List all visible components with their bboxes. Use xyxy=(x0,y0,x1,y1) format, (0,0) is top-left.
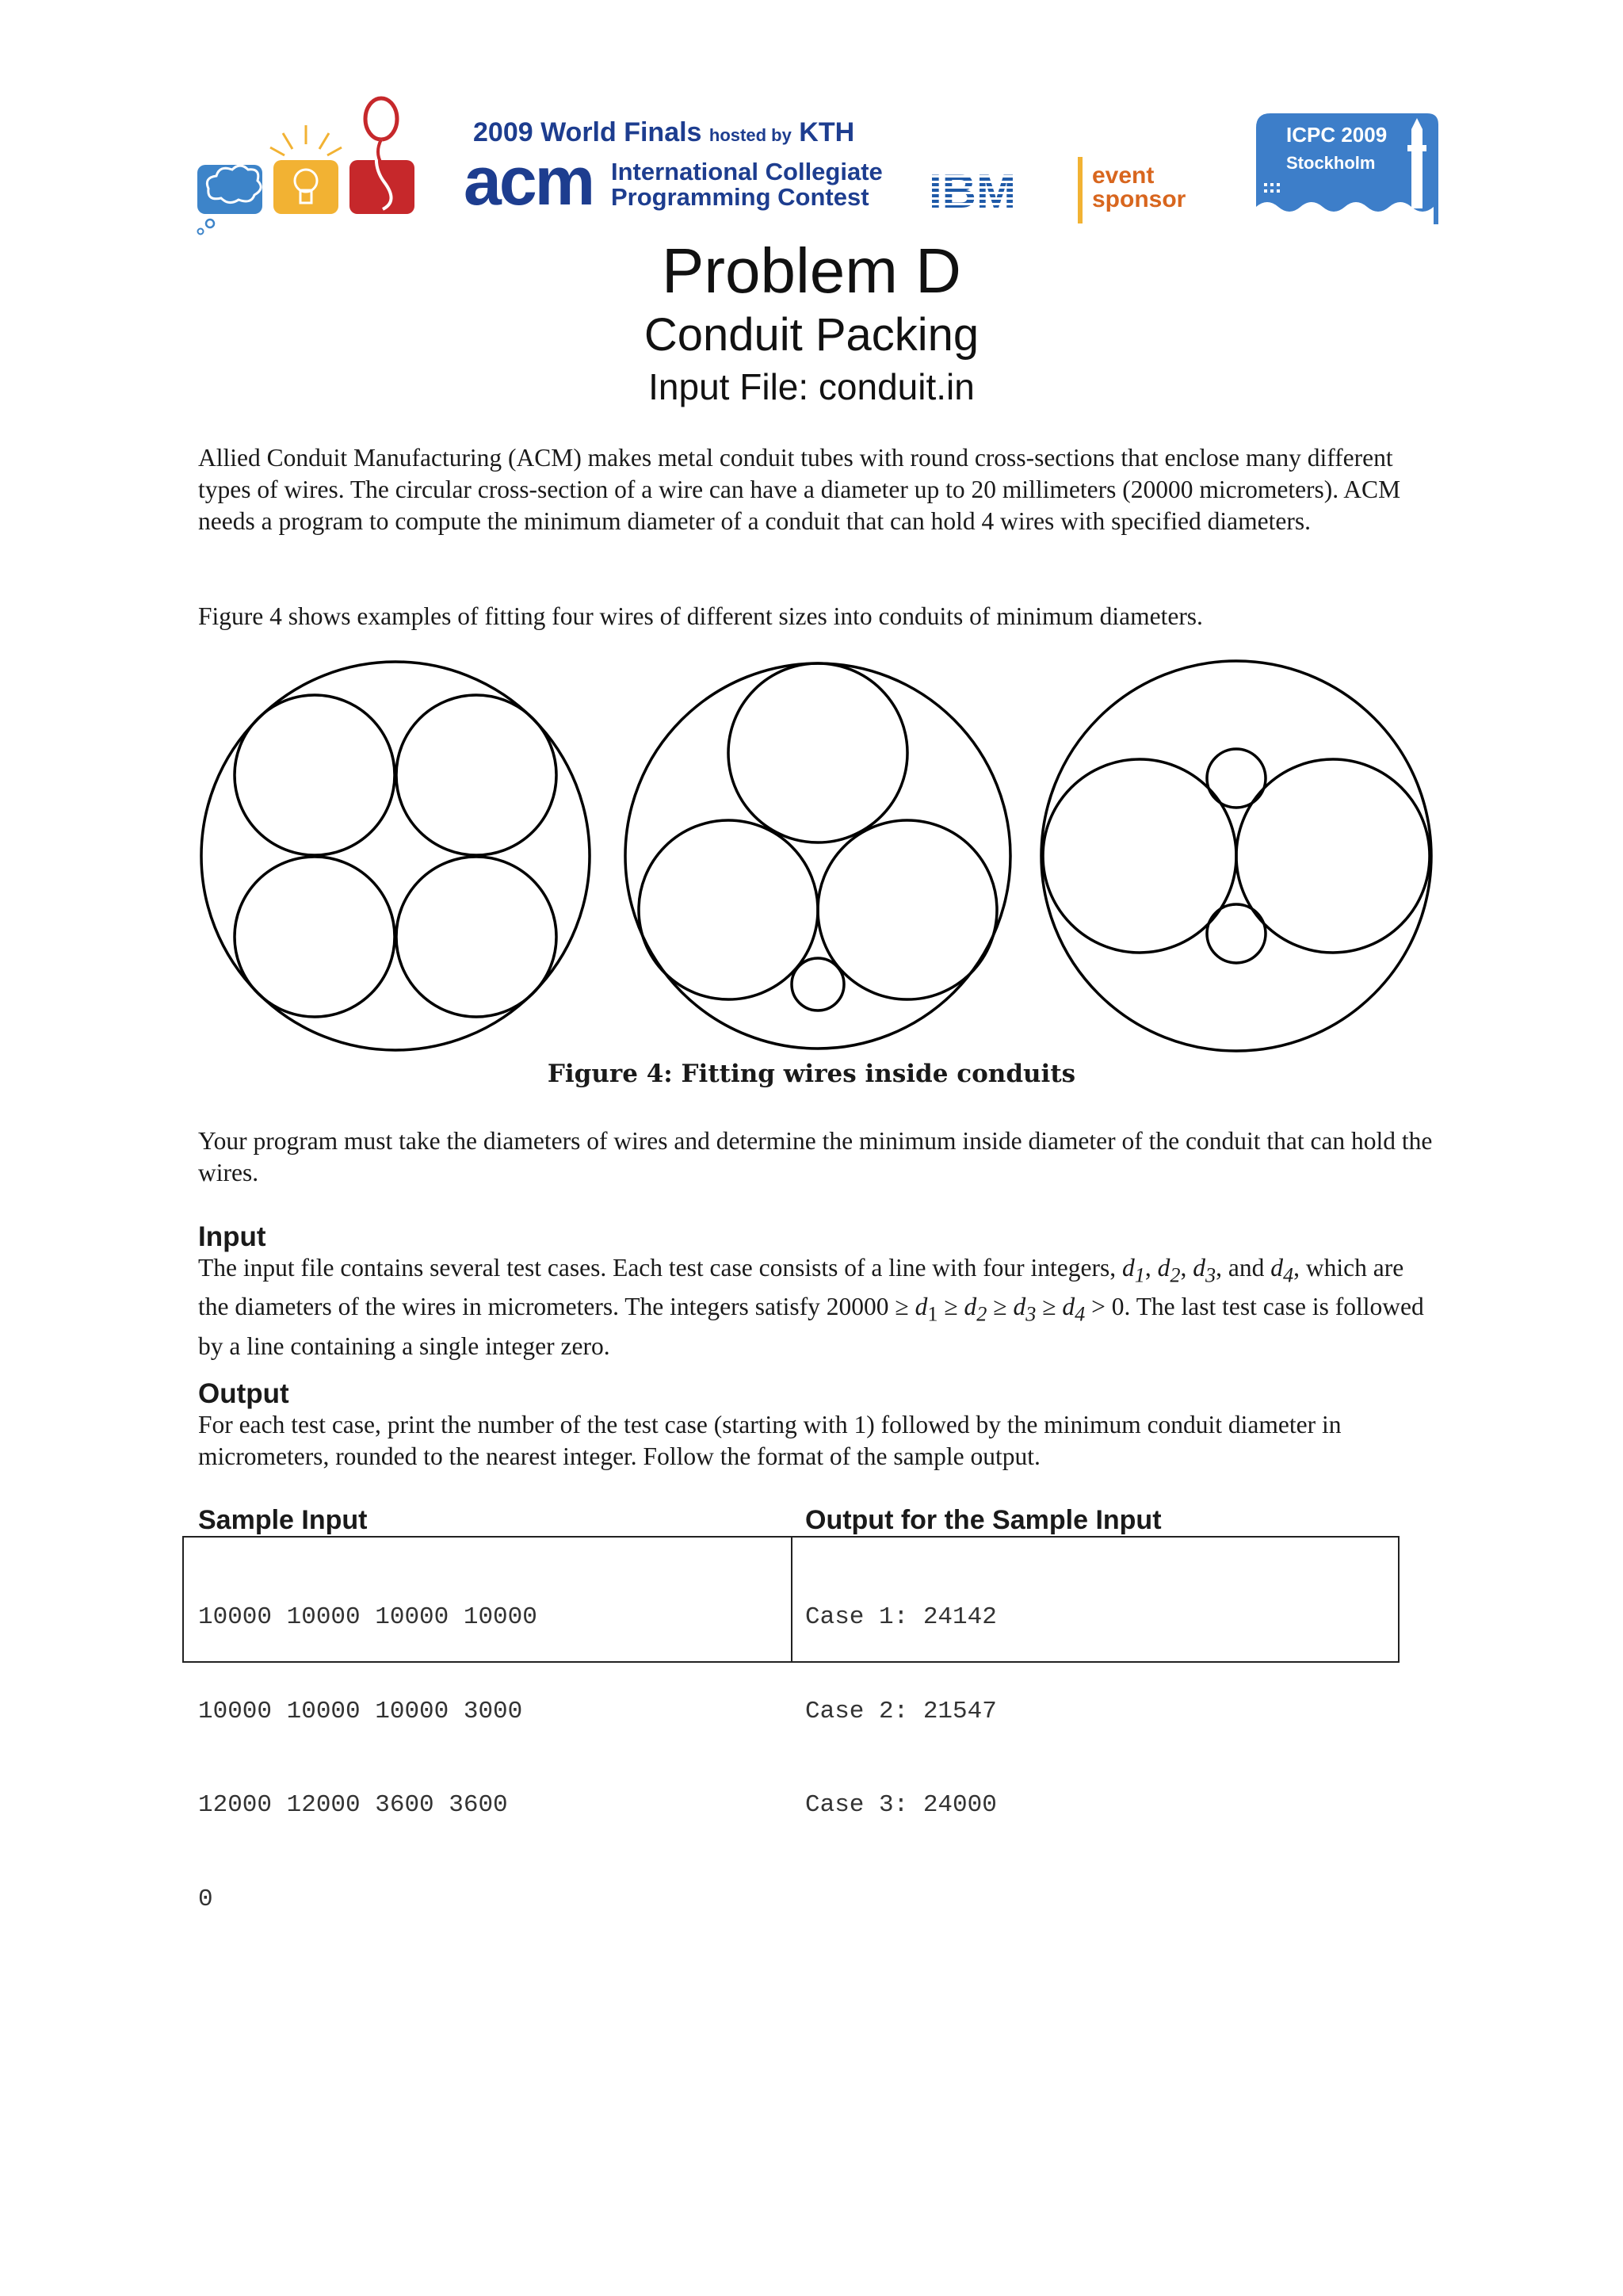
acm-wordmark: acm xyxy=(464,143,594,220)
sample-output-heading: Output for the Sample Input xyxy=(805,1505,1162,1535)
sample-table-divider xyxy=(791,1538,792,1661)
conduit-diagram-equal-wires xyxy=(201,662,590,1050)
input-separator: , xyxy=(1144,1254,1158,1282)
sample-output-line: Case 1: 24142 xyxy=(805,1603,997,1631)
math-var-d: d xyxy=(1062,1293,1075,1321)
host-name: KTH xyxy=(799,117,855,147)
wire-circle xyxy=(818,820,997,999)
acm-line-international: International Collegiate xyxy=(611,158,883,185)
input-text-part: The input file contains several test cases. Each test case consists of a line with four integers, xyxy=(198,1254,1123,1282)
sample-input-line: 0 xyxy=(198,1885,213,1913)
wire-circle-small xyxy=(792,958,844,1010)
sample-input-line: 10000 10000 10000 10000 xyxy=(198,1603,537,1631)
ibm-logo xyxy=(927,166,1038,214)
icpc-city-label: Stockholm xyxy=(1286,153,1376,173)
math-subscript: 4 xyxy=(1283,1263,1294,1287)
problem-title: Problem D xyxy=(662,235,961,306)
world-finals-year: 2009 World Finals xyxy=(473,117,702,147)
icpc-year-label: ICPC 2009 xyxy=(1286,123,1388,147)
figure-caption: Figure 4: Fitting wires inside conduits xyxy=(547,1060,1076,1088)
math-subscript: 3 xyxy=(1025,1302,1037,1326)
wire-circle xyxy=(728,663,907,842)
math-var-d: d xyxy=(964,1293,977,1321)
math-subscript: 2 xyxy=(1170,1263,1181,1287)
input-text-part: > 0. The last test case is followed by a line containing a single integer zero. xyxy=(198,1293,1424,1360)
sample-input-line: 10000 10000 10000 3000 xyxy=(198,1697,523,1725)
icpc-stockholm-logo xyxy=(1256,113,1442,224)
acm-world-finals-logo xyxy=(464,117,892,220)
task-paragraph: Your program must take the diameters of wires and determine the minimum inside diameter of the conduit that can hold the wires. xyxy=(198,1127,1433,1186)
figure-reference-paragraph: Figure 4 shows examples of fitting four wires of different sizes into conduits of minimum diameters. xyxy=(198,602,1203,630)
math-subscript: 2 xyxy=(976,1302,987,1326)
event-sponsor-logo xyxy=(1078,157,1197,223)
figure-conduits xyxy=(194,658,1446,1070)
conduit-diagram-two-plus-two-small xyxy=(1041,661,1431,1051)
math-subscript: 4 xyxy=(1075,1302,1086,1326)
conduit-diagrams-svg xyxy=(194,658,1446,1070)
ibm-wordmark: IBM xyxy=(929,166,1016,214)
math-var-d: d xyxy=(915,1293,928,1321)
wire-circle xyxy=(396,857,556,1017)
input-heading: Input xyxy=(198,1221,266,1252)
sample-output-line: Case 2: 21547 xyxy=(805,1697,997,1725)
wire-circle xyxy=(235,857,395,1017)
input-text-part: , which are the diameters of the wires in micrometers. The integers satisfy 20000 ≥ xyxy=(198,1254,1404,1321)
wire-circle xyxy=(396,695,556,855)
math-var-d: d xyxy=(1193,1254,1206,1282)
wire-circle-small xyxy=(1207,904,1266,963)
conduit-outer-circle xyxy=(625,663,1010,1049)
sponsor-label: sponsor xyxy=(1092,186,1186,212)
input-file-label: Input File: conduit.in xyxy=(648,366,975,407)
math-var-d: d xyxy=(1270,1254,1283,1282)
contest-icons-logo xyxy=(194,94,416,236)
conduit-outer-circle xyxy=(201,662,590,1050)
sample-io-table xyxy=(182,1536,1400,1913)
sample-input-column xyxy=(198,1539,537,1977)
sample-input-line: 12000 12000 3600 3600 xyxy=(198,1791,508,1819)
math-operator: ≥ xyxy=(987,1293,1014,1321)
wire-circle xyxy=(235,695,395,855)
sample-output-line: Case 3: 24000 xyxy=(805,1791,997,1819)
event-sponsor-bar xyxy=(1078,157,1083,223)
problem-name: Conduit Packing xyxy=(643,309,980,361)
header-logos xyxy=(0,0,1623,238)
acm-line-programming: Programming Contest xyxy=(611,183,869,211)
math-var-d: d xyxy=(1013,1293,1026,1321)
lightbulb-icon xyxy=(273,160,338,214)
event-label: event xyxy=(1092,162,1155,189)
hosted-by-label: hosted by xyxy=(708,125,792,145)
sample-output-column xyxy=(805,1539,997,1884)
output-description: For each test case, print the number of the test case (starting with 1) followed by the minimum conduit diameter in micrometers, rounded to the nearest integer. Follow the format of the sample output. xyxy=(198,1411,1342,1470)
conduit-diagram-three-plus-small xyxy=(625,663,1010,1049)
wire-circle xyxy=(639,820,818,999)
balloon-icon xyxy=(349,160,414,214)
ibm-logo-svg xyxy=(927,166,1038,214)
contest-icons-svg xyxy=(194,94,416,236)
intro-paragraph: Allied Conduit Manufacturing (ACM) makes metal conduit tubes with round cross-sections that enclose many different types of wires. The circular cross-section of a wire can have a diameter up to 20 millimeters (20000 micrometers). ACM needs a program to compute the minimum diameter of a conduit that can hold 4 wires with specified diameters. xyxy=(198,444,1401,535)
math-subscript: 1 xyxy=(927,1302,938,1326)
math-subscript: 3 xyxy=(1205,1263,1216,1287)
tower-icon xyxy=(1411,129,1423,208)
math-subscript: 1 xyxy=(1134,1263,1145,1287)
math-var-d: d xyxy=(1157,1254,1170,1282)
math-var-d: d xyxy=(1122,1254,1135,1282)
input-separator: , xyxy=(1180,1254,1193,1282)
output-heading: Output xyxy=(198,1378,289,1409)
input-description xyxy=(198,1252,1434,1362)
sample-input-heading: Sample Input xyxy=(198,1505,368,1535)
math-operator: ≥ xyxy=(938,1293,964,1321)
wire-circle-small xyxy=(1207,749,1266,808)
cloud-icon xyxy=(197,165,262,214)
math-operator: ≥ xyxy=(1036,1293,1063,1321)
input-separator: , and xyxy=(1216,1254,1271,1282)
